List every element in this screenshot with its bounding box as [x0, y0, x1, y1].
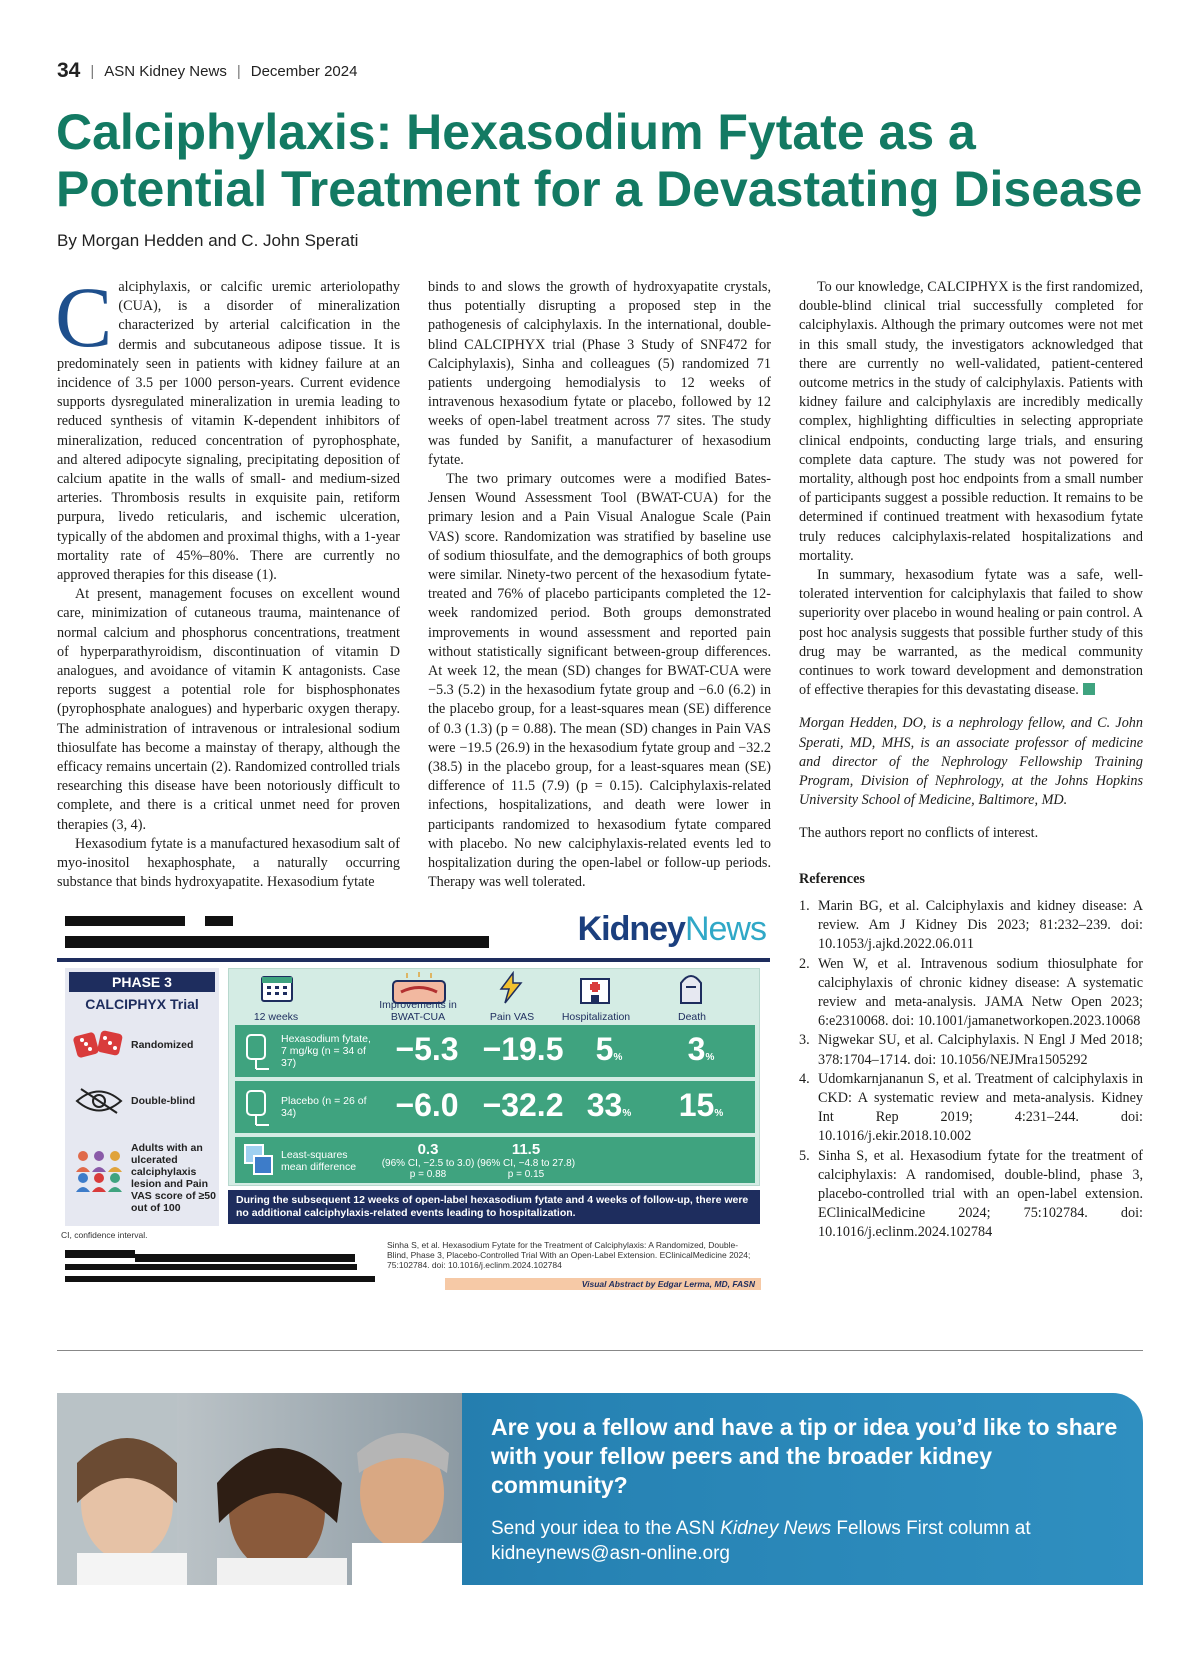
reference-item: 3. Nigwekar SU, et al. Calciphylaxis. N Engl J Med 2018; 378:1704–1714. doi: 10.1056/NEJMra1505292: [799, 1032, 1143, 1068]
conflict-statement: The authors report no conflicts of interest.: [799, 825, 1039, 842]
calendar-icon: [259, 973, 295, 1003]
iv-bag-icon: [243, 1033, 273, 1071]
phase-label: PHASE 3: [69, 972, 215, 992]
paragraph: At present, management focuses on excellent wound care, minimization of cutaneous trauma, maintenance of normal calcium and phosphorus concentrations, treatment of hyperparathyroidism, discontinuation of vitamin D analogues, and avoidance of vitamin K antagonists. Case reports suggest a potential role for bisphosphonates (pyrophosphate analogues) and hyperbaric oxygen therapy. The administration of intravenous or intralesional sodium thiosulfate has become a mainstay of therapy, although the efficacy remains uncertain (2). Randomized controlled trials researching this disease have been notoriously difficult to complete, and there is a critical unmet need for proven therapies (3, 4).: [57, 586, 400, 833]
pain-icon: [491, 971, 531, 1005]
paragraph: binds to and slows the growth of hydroxyapatite crystals, thus potentially disrupting a proposed step in the pathogenesis of calciphylaxis. In the international, double-blind CALCIPHYX trial (Phase 3 Study of SNF472 for Calciphylaxis), Sinha and colleagues (5) randomized 71 patients undergoing hemodialysis to 12 weeks of intravenous hexasodium fytate or placebo, followed by 12 weeks of open-label treatment across 77 sites. The study was funded by Sanifit, a manufacturer of hexasodium fytate.: [428, 279, 771, 468]
paragraph: In summary, hexasodium fytate was a safe, well-tolerated intervention for calciphylaxis that failed to show superiority over placebo in wound healing or pain control. A post hoc analysis suggests that possible further study of this drug may be warranted, as the medical community continues to work toward development and demonstration of effective therapies for this devastating disease.: [799, 567, 1143, 699]
banner-instructions: Send your idea to the ASN Kidney News Fellows First column at kidneynews@asn-online.org: [491, 1518, 1031, 1564]
section-divider: [57, 1350, 1143, 1351]
reference-item: 1. Marin BG, et al. Calciphylaxis and kidney disease: A review. Am J Kidney Dis 2023; 81:232–239. doi: 10.1053/j.ajkd.2022.06.011: [799, 897, 1143, 953]
reference-item: 5. Sinha S, et al. Hexasodium fytate for the treatment of calciphylaxis: A randomised, double-blind, phase 3, placebo-controlled trial with an open-label extension. EClinicalMedicine 2024; 75:102784. doi: 10.1016/j.eclinm.2024.102784: [799, 1147, 1143, 1241]
feature-randomized: Randomized: [73, 1028, 193, 1062]
redaction-bar: [65, 1276, 375, 1282]
reference-item: 2. Wen W, et al. Intravenous sodium thiosulphate for calciphylaxis of chronic kidney disease: A systematic review and meta-analysis. JAMA Netw Open 2023; 6:e2310068. doi: 10.1001/jamanetworkopen.2023.10068: [799, 955, 1143, 1030]
lsm-bwat: 0.3 (96% CI, −2.5 to 3.0) p = 0.88: [381, 1141, 475, 1180]
paragraph: Hexasodium fytate is a manufactured hexasodium salt of myo-inositol hexaphosphate, a naturally occurring substance that binds hydroxyapatite. Hexasodium fytate: [57, 835, 400, 891]
header-hospitalization: Hospitalization: [561, 1011, 631, 1023]
results-row-placebo: Placebo (n = 26 of 34) −6.0 −32.2 33% 15%: [235, 1081, 755, 1133]
results-row-hexasodium: Hexasodium fytate, 7 mg/kg (n = 34 of 37) −5.3 −19.5 5% 3%: [235, 1025, 755, 1077]
banner-text: [491, 1413, 1121, 1566]
paragraph: The two primary outcomes were a modified Bates-Jensen Wound Assessment Tool (BWAT-CUA) for the primary lesion and a Pain Visual Analogue Scale (Pain VAS) score. Randomization was stratified by baseline use of sodium thiosulfate, and the demographics of both groups were similar. Ninety-two percent of the hexasodium fytate-treated and 76% of placebo participants completed the 12-week randomized period. Both groups demonstrated improvements in wound assessment and reported pain without statistically significant between-group differences. At week 12, the mean (SD) changes for BWAT-CUA were −5.3 (5.2) in the hexasodium fytate group and −6.0 (6.2) in the placebo group, for a least-squares mean (SE) difference of 0.3 (1.3) (p = 0.88). The mean (SD) changes in Pain VAS were −19.5 (26.9) in the hexasodium fytate group and −32.2 (38.5) in the placebo group, for a least-squares mean (SE) difference of 11.5 (7.9) (p = 0.15). Calciphylaxis-related infections, hospitalizations, and death were lower in participants randomized to hexasodium fytate compared with placebo. No new calciphylaxis-related events led to hospitalization during the open-label or follow-up periods. Therapy was well tolerated.: [428, 471, 771, 891]
header-bwat: Improvements in BWAT-CUA: [379, 999, 457, 1023]
end-mark-icon: [1083, 683, 1095, 695]
byline: By Morgan Hedden and C. John Sperati: [57, 231, 359, 250]
header-separator: |: [236, 62, 241, 80]
redaction-bar: [135, 1254, 355, 1262]
column-3: [799, 278, 1143, 1243]
va-citation: Sinha S, et al. Hexasodium Fytate for the Treatment of Calciphylaxis: A Randomized, Double-Blind, Phase 3, Placebo-Controlled Trial With an Open-Label Extension. EClinicalMedicine 2024; 75:102784. doi: 10.1016/j.eclinm.2024.102784: [387, 1240, 751, 1270]
overlap-squares-icon: [243, 1143, 275, 1177]
value-death: 3%: [687, 1031, 715, 1067]
column-2: [428, 278, 771, 893]
open-label-note: During the subsequent 12 weeks of open-label hexasodium fytate and 4 weeks of follow-up, there were no additional calciphylaxis-related events leading to hospitalization.: [228, 1190, 760, 1224]
trial-name: CALCIPHYX Trial: [85, 996, 199, 1012]
paragraph: Calciphylaxis, or calcific uremic arteriolopathy (CUA), is a disorder of mineralization characterized by arterial calcification in the dermis and subcutaneous adipose tissue. It is predominately seen in patients with kidney failure at an incidence of 3.5 per 1000 person-years. Current evidence supports dysregulated mineralization in uremia leading to reduced synthesis of vitamin K-dependent inhibitors of mineralization, reduced concentration of pyrophosphate, and altered adipocyte signaling, precipitating deposition of calcium apatite in the walls of small- and medium-sized arteries. Thrombosis results in exquisite pain, retiform purpura, livedo reticularis, and ischemic ulceration, typically of the abdomen and proximal thighs, with a 1-year mortality rate of 45%–80%. There are currently no approved therapies for this disease (1).: [55, 269, 400, 584]
references-heading: References: [799, 870, 865, 887]
lsm-vas: 11.5 (96% CI, −4.8 to 27.8) p = 0.15: [476, 1141, 576, 1180]
trial-panel: [65, 968, 219, 1226]
value-death: 15%: [678, 1087, 724, 1123]
people-icon: [73, 1142, 125, 1192]
kidneynews-logo: KidneyNews: [577, 910, 766, 948]
page-header: [57, 59, 357, 83]
value-hospitalization: 5%: [595, 1031, 623, 1067]
redaction-bar: [65, 1250, 135, 1258]
value-vas: −19.5: [482, 1031, 564, 1067]
visual-abstract: [57, 902, 770, 1294]
title-bold: Calciphylaxis:: [56, 104, 393, 160]
redaction-bar: [65, 916, 185, 926]
paragraph: To our knowledge, CALCIPHYX is the first randomized, double-blind clinical trial successfully completed for calciphylaxis. Although the primary outcomes were not met in this small study, the investigators acknowledged that there are currently no well-validated, patient-centered outcome metrics in the study of calciphylaxis. Patients with kidney failure and calciphylaxis are incredibly medically complex, highlighting difficulties in selecting appropriate clinical endpoints, conducting large trials, and ensuring complete data capture. The study was not powered for mortality, although post hoc endpoints from a small number of participants suggest a possible reduction. It remains to be determined if continued treatment with hexasodium fytate truly reduces calciphylaxis-related hospitalizations and mortality.: [799, 279, 1143, 564]
page-number: 34: [57, 59, 81, 82]
references-list: [799, 897, 1143, 1243]
value-bwat: −6.0: [395, 1087, 459, 1123]
author-bio: Morgan Hedden, DO, is a nephrology fellow, and C. John Sperati, MD, MHS, is an associate professor of medicine and director of the Nephrology Fellowship Training Program, Division of Nephrology, at the Johns Hopkins University School of Medicine, Baltimore, MD.: [799, 715, 1143, 809]
banner-question: Are you a fellow and have a tip or idea you’d like to share with your fellow peers and the broader kidney community?: [491, 1414, 1118, 1498]
feature-double-blind: Double-blind: [73, 1086, 195, 1116]
tombstone-icon: [675, 971, 707, 1005]
hospital-icon: [575, 971, 615, 1005]
fellows-first-banner: [57, 1393, 1143, 1585]
redaction-bar: [205, 916, 233, 926]
article-title: [56, 104, 1146, 218]
column-1: [55, 269, 400, 893]
ci-footnote: CI, confidence interval.: [61, 1230, 148, 1240]
feature-population: Adults with an ulcerated calciphylaxis lesion and Pain VAS score of ≥50 out of 100: [73, 1142, 219, 1214]
title-rest: Hexasodium Fytate as a Potential Treatment for a Devastating Disease: [56, 104, 1143, 217]
drop-cap: C: [55, 269, 113, 365]
doctors-photo: [57, 1393, 462, 1585]
iv-bag-icon: [243, 1089, 273, 1127]
va-credit: Visual Abstract by Edgar Lerma, MD, FASN: [445, 1278, 761, 1290]
redaction-bar: [65, 936, 489, 948]
value-hospitalization: 33%: [586, 1087, 632, 1123]
header-duration: 12 weeks: [253, 1011, 299, 1023]
redaction-bar: [65, 1264, 357, 1270]
results-table: [228, 968, 760, 1186]
divider: [57, 958, 770, 962]
eye-off-icon: [73, 1086, 125, 1116]
results-row-lsm: Least-squares mean difference 0.3 (96% CI, −2.5 to 3.0) p = 0.88 11.5 (96% CI, −4.8 to 27.8) p = 0.15: [235, 1137, 755, 1183]
value-bwat: −5.3: [395, 1031, 459, 1067]
publication-name: ASN Kidney News: [104, 62, 227, 80]
reference-item: 4. Udomkarnjananun S, et al. Treatment of calciphylaxis in CKD: A systematic review and meta-analysis. Kidney Int Rep 2019; 4:231–244. doi: 10.1016/j.ekir.2018.10.002: [799, 1070, 1143, 1145]
dice-icon: [73, 1028, 125, 1062]
header-death: Death: [677, 1011, 707, 1023]
value-vas: −32.2: [482, 1087, 564, 1123]
header-pain-vas: Pain VAS: [489, 1011, 535, 1023]
contact-email[interactable]: kidneynews@asn-online.org: [491, 1543, 730, 1564]
issue-date: December 2024: [250, 62, 358, 80]
header-separator: |: [90, 62, 95, 80]
